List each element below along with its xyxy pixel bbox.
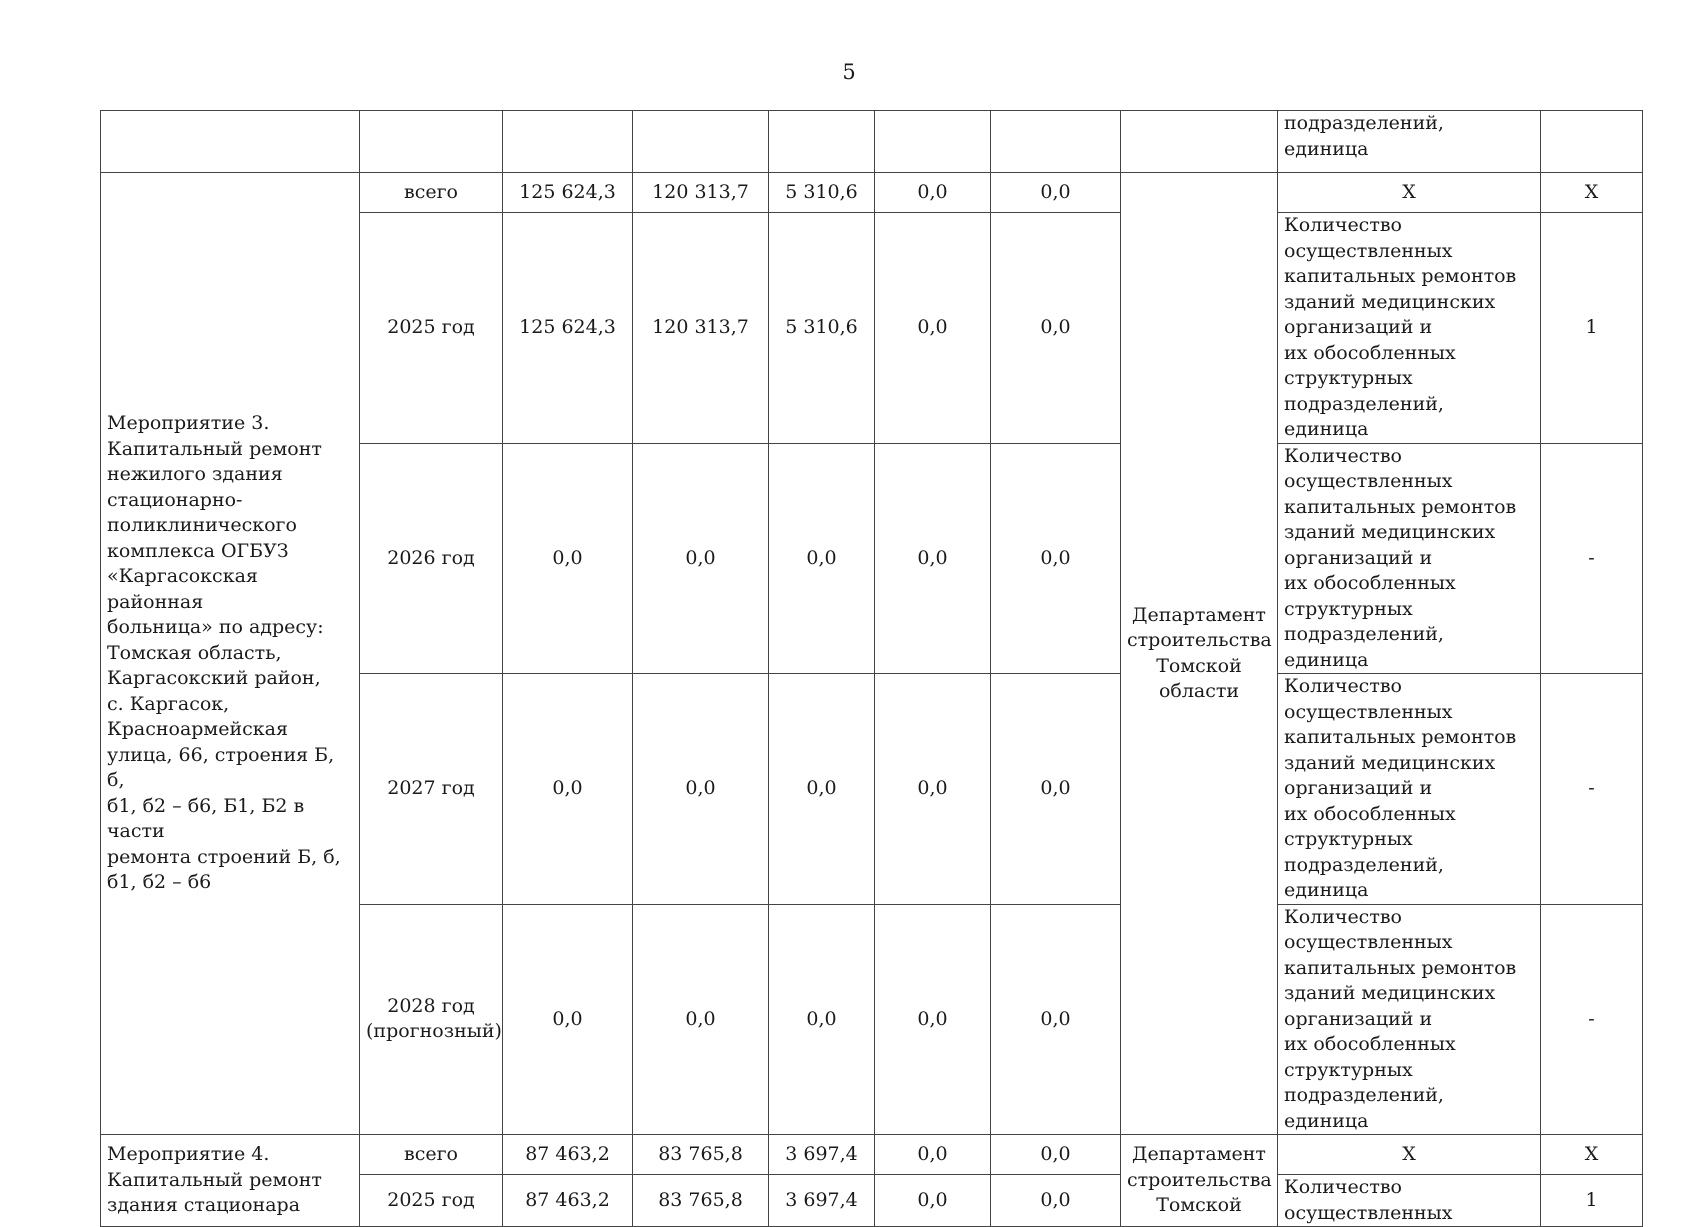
local-cell: 0,0 <box>875 904 991 1135</box>
local-cell: 0,0 <box>875 173 991 213</box>
event4-executor: Департамент строительства Томской <box>1121 1135 1278 1227</box>
local-cell: 0,0 <box>875 674 991 905</box>
total-cell: 0,0 <box>503 443 633 674</box>
total-cell: 125 624,3 <box>503 173 633 213</box>
budget-table <box>100 110 1643 1227</box>
other-cell: 0,0 <box>991 1135 1121 1175</box>
indicator-cell: Количество осуществленных капитальных ремонтов зданий медицинских организаций и их обособленных структурных подразделений, единица <box>1278 904 1541 1135</box>
regional-cell: 3 697,4 <box>769 1175 875 1227</box>
other-cell: 0,0 <box>991 173 1121 213</box>
regional-cell: 5 310,6 <box>769 213 875 444</box>
value-cell: X <box>1541 173 1643 213</box>
local-cell: 0,0 <box>875 213 991 444</box>
regional-cell: 5 310,6 <box>769 173 875 213</box>
indicator-cell: подразделений, единица <box>1278 111 1541 173</box>
indicator-cell: X <box>1278 1135 1541 1175</box>
indicator-cell: X <box>1278 173 1541 213</box>
other-cell: 0,0 <box>991 443 1121 674</box>
total-cell: 0,0 <box>503 904 633 1135</box>
total-cell: 125 624,3 <box>503 213 633 444</box>
event4-name: Мероприятие 4. Капитальный ремонт здания стационара <box>101 1135 360 1227</box>
name-cell <box>101 111 360 173</box>
indicator-cell: Количество осуществленных капитальных ремонтов зданий медицинских организаций и их обособленных структурных подразделений, единица <box>1278 443 1541 674</box>
federal-cell: 83 765,8 <box>633 1135 769 1175</box>
page-number: 5 <box>842 60 856 84</box>
indicator-cell: Количество осуществленных капитальных ремонтов зданий медицинских организаций и их обособленных структурных подразделений, единица <box>1278 674 1541 905</box>
period-cell: всего <box>360 1135 503 1175</box>
indicator-cell: Количество осуществленных <box>1278 1175 1541 1227</box>
federal-cell: 120 313,7 <box>633 213 769 444</box>
value-cell: - <box>1541 904 1643 1135</box>
local-cell: 0,0 <box>875 1135 991 1175</box>
continuation-row <box>101 111 1643 173</box>
local-cell: 0,0 <box>875 443 991 674</box>
regional-cell: 0,0 <box>769 904 875 1135</box>
period-cell: всего <box>360 173 503 213</box>
other-cell: 0,0 <box>991 904 1121 1135</box>
other-cell: 0,0 <box>991 674 1121 905</box>
total-cell: 87 463,2 <box>503 1135 633 1175</box>
federal-cell: 0,0 <box>633 674 769 905</box>
federal-cell: 0,0 <box>633 443 769 674</box>
value-cell: 1 <box>1541 1175 1643 1227</box>
regional-cell: 0,0 <box>769 674 875 905</box>
value-cell: X <box>1541 1135 1643 1175</box>
table-row <box>101 173 1643 213</box>
federal-cell: 120 313,7 <box>633 173 769 213</box>
indicator-cell: Количество осуществленных капитальных ремонтов зданий медицинских организаций и их обособленных структурных подразделений, единица <box>1278 213 1541 444</box>
period-cell: 2025 год <box>360 1175 503 1227</box>
regional-cell: 3 697,4 <box>769 1135 875 1175</box>
value-cell: 1 <box>1541 213 1643 444</box>
local-cell: 0,0 <box>875 1175 991 1227</box>
table-row <box>101 1135 1643 1175</box>
event3-executor: Департамент строительства Томской области <box>1121 173 1278 1135</box>
regional-cell: 0,0 <box>769 443 875 674</box>
period-cell: 2025 год <box>360 213 503 444</box>
other-cell: 0,0 <box>991 213 1121 444</box>
period-cell: 2028 год (прогнозный) <box>360 904 503 1135</box>
total-cell: 87 463,2 <box>503 1175 633 1227</box>
total-cell: 0,0 <box>503 674 633 905</box>
federal-cell: 0,0 <box>633 904 769 1135</box>
federal-cell: 83 765,8 <box>633 1175 769 1227</box>
event3-name: Мероприятие 3. Капитальный ремонт нежилого здания стационарно- поликлинического комплекса ОГБУЗ «Каргасокская районная больница» по адресу: Томская область, Каргасокский район, с. Каргасок, Красноармейская улица, 66, строения Б, б, б1, б2 – б6, Б1, Б2 в части ремонта строений Б, б, б1, б2 – б6 <box>101 173 360 1135</box>
other-cell: 0,0 <box>991 1175 1121 1227</box>
value-cell: - <box>1541 674 1643 905</box>
value-cell: - <box>1541 443 1643 674</box>
period-cell: 2027 год <box>360 674 503 905</box>
period-cell: 2026 год <box>360 443 503 674</box>
